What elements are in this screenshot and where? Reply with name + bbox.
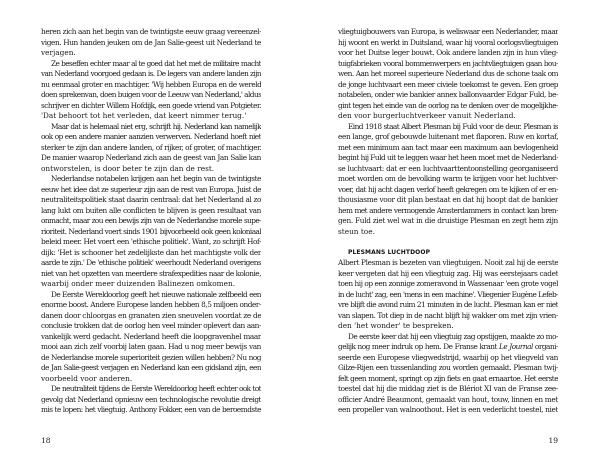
text-line: danen door chloorgas en granaten zien sneuvelen voordat ze de <box>41 310 261 320</box>
page-number-left: 18 <box>41 436 51 445</box>
text-line: neutraliteitspolitiek staat daarin centraal: dat het Nederland al zo <box>41 195 261 204</box>
text-line: Ze beseffen echter maar al te goed dat het met de militaire macht <box>51 58 261 68</box>
text-line: voer, dat hij acht dagen verlof heeft gekregen om te kijken of er en- <box>338 184 558 194</box>
text-line: hij woont en werkt in Duitsland, waar hij vooral oorlogsvliegtuigen <box>338 37 558 47</box>
text-line: officier André Beaumont, gemaakt van hout, touw, linnen en met <box>338 394 558 404</box>
text-line: Albert Plesman is bezeten van vliegtuigen. Nooit zal hij de eerste <box>338 258 558 267</box>
text-line: eeuw het idee dat ze superieur zijn aan de rest van Europa. Juist de <box>41 184 261 194</box>
text-line: notabelen, onder wie bankier annex ballonvaarder Edgar Fuld, be- <box>338 90 558 99</box>
text-line: thousiasme voor dit plan bestaat en dat hij hoopt dat de bankier <box>338 195 558 204</box>
text-line: de Nederlandse morele superioriteit gezien willen hebben? Nu nog <box>41 352 261 362</box>
text-line: schrijver en dichter Willem Hofdijk, een goede vriend van Potgieter. <box>41 100 261 110</box>
text-line: hem met andere vermogende Amsterdammers in contact kan bren- <box>338 205 558 215</box>
text-line: lang lukt om buiten alle conflicten te blijven is geen resultaat van <box>41 205 261 215</box>
text-line: steun toe. <box>338 226 375 236</box>
text-line: waarbij onder meer duizenden Balinezen omkomen. <box>41 279 236 288</box>
text-line: van Nederland voorgoed gedaan is. De legers van andere landen zijn <box>41 69 261 78</box>
text-line: den 'het wonder' te bespreken. <box>338 321 454 330</box>
text-line: mis te lopen: het vliegtuig. Anthony Fokker, een van de beroemdste <box>41 405 261 414</box>
text-line: een propeller van walnoothout. Het is een vederlicht toestel, niet <box>338 405 558 414</box>
text-line: van slapen. Tot diep in de nacht blijft hij wakker om met zijn vrien- <box>338 310 558 320</box>
left-page-text-column <box>41 27 261 416</box>
right-page-text-after-heading <box>338 258 558 416</box>
text-line: dijk: 'Het is schooner het zedelijkste dan het machtigste volk der <box>41 247 261 257</box>
text-line: nu eenmaal groter en machtiger. 'Wij hebben Europa en de wereld <box>41 79 261 89</box>
text-line: heren zich aan het begin van de twintigste eeuw graag vereenzel- <box>41 27 261 36</box>
text-line: se luchtvaart: dat er een luchtvaarttentoonstelling georganiseerd <box>338 163 558 173</box>
text-line: enorme boost. Andere Europese landen hebben 8,5 miljoen onder- <box>41 300 261 309</box>
text-line: gevolg dat Nederland opnieuw een technologische revolutie dreigt <box>41 394 261 404</box>
text-line: De eerste keer dat hij een vliegtuig zag opstijgen, maakte zo mo- <box>348 331 558 341</box>
text-line: Maar dat is helemaal niet erg, schrijft hij. Nederland kan namelijk <box>51 121 261 131</box>
text-line: beleid meer. Het voert een 'ethische politiek'. Want, zo schrijft Hof- <box>41 237 261 246</box>
text-line: vliegtuigbouwers van Europa, is weliswaar een Nederlander, maar <box>338 27 558 36</box>
text-line: doen sprekenvan, doen buigen voor de Leeuw van Nederland,' aldus <box>41 90 261 99</box>
text-line: de Jan Salie-geest verjagen en Nederland kan een gidsland zijn, een <box>41 363 261 372</box>
text-line: Nederlandse notabelen krijgen aan het begin van de twintigste <box>51 174 261 183</box>
text-line: den voor burgerluchtverkeer vanuit Nederland. <box>338 111 516 120</box>
text-line: begint hij Fuld uit te leggen waar het heen moet met de Nederland- <box>338 153 558 162</box>
text-line: gint tegen het einde van de oorlog na te denken over de mogelijkhe- <box>338 100 558 110</box>
text-line: conclusie trokken dat de oorlog hen veel minder oplevert dan aan- <box>41 321 261 330</box>
right-page-text-before-heading <box>338 27 558 237</box>
text-line: wen. Aan het moreel superieure Nederland dus de schone taak om <box>338 69 558 78</box>
section-heading: PLESMANS LUCHTDOOP <box>348 248 431 256</box>
text-line: vre blijft die avond ruim 21 minuten in de lucht. Plesman kan er niet <box>338 300 558 309</box>
text-line: gelijk nog meer indruk op hem. De Franse krant Le Journal organi- <box>338 342 558 351</box>
text-line: een lange, grof gebouwde luitenant met flaporen. Ruw en kortaf, <box>338 132 558 141</box>
page-number-right: 19 <box>548 436 558 445</box>
text-line: vigen. Hun handen jeuken om de Jan Salie-geest uit Nederland te <box>41 37 261 47</box>
text-line: 'Dat behoort tot het verleden, dat keert nimmer terug.' <box>41 111 247 120</box>
text-line: Eind 1918 staat Albert Plesman bij Fuld voor de deur. Plesman is <box>348 121 558 131</box>
text-line: vankelijk werd gedacht. Nederland heeft die loopgravenhel maar <box>41 331 261 341</box>
text-line: De Eerste Wereldoorlog geeft het nieuwe nationale zelfbeeld een <box>51 289 261 299</box>
right-page <box>300 0 600 461</box>
text-line: gen. Fuld ziet wel wat in die druistige Plesman en zegt hem zijn <box>338 216 558 225</box>
text-line: niet van het opzetten van meerdere strafexpedities naar de kolonie, <box>41 268 261 278</box>
text-line: met een minimum aan tact maar een maximum aan bevlogenheid <box>338 142 558 152</box>
text-line: in de lucht' zag, een 'mens in een machine'. Vliegenier Eugène Lefeb- <box>338 289 558 299</box>
text-line: de jonge luchtvaart een meer civiele toekomst te geven. Een groep <box>338 79 558 89</box>
text-line: ook op een andere manier aanzien verwerven. Nederland hoeft niet <box>41 132 261 141</box>
text-line: verjagen. <box>41 48 76 57</box>
text-line: De neutraliteit tijdens de Eerste Wereldoorlog heeft echter ook tot <box>51 384 261 393</box>
text-line: keer vergeten dat hij een vliegtuig zag. Hij was eerstejaars cadet <box>338 268 558 278</box>
text-line: toen hij op een zonnige zomeravond in Wassenaar 'een grote vogel <box>338 279 558 288</box>
text-line: tuigfabrieken vooral bommenwerpers en jachtvliegtuigen gaan bou- <box>338 58 558 68</box>
text-line: aarde te zijn.' De 'ethische politiek' weerhoudt Nederland overigens <box>41 258 261 267</box>
text-line: felt geen moment, springt op zijn fiets en gaat ernaartoe. Het eerste <box>338 373 558 383</box>
text-line: De manier waarop Nederland zich aan de geest van Jan Salie kan <box>41 153 261 162</box>
text-line: voor het Duitse leger bouwt. Ook andere landen zijn in hun vlieg- <box>338 48 558 57</box>
text-line: seerde een Europese vliegwedstrijd, waarbij op het vliegveld van <box>338 352 558 362</box>
text-line: toestel dat hij die middag ziet is de Blériot XI van de Franse zee- <box>338 384 558 393</box>
text-line: moet worden om de bevolking warm te krijgen voor het luchtver- <box>338 174 558 183</box>
text-line: rioriteit. Nederland voert sinds 1901 bijvoorbeeld ook geen koloniaal <box>41 226 261 236</box>
newspaper-title: Le Journal <box>499 342 533 351</box>
right-page-text-column <box>338 27 558 416</box>
text-line: onmacht, maar zou een bewijs zijn van de Nederlandse morele supe- <box>41 216 261 225</box>
text-line: Gilze-Rijen een tussenlanding zou worden gemaakt. Plesman twij- <box>338 363 558 372</box>
text-line: mooi aan zich zelf voorbij laten gaan. Had u nog meer bewijs van <box>41 342 261 351</box>
text-line: sterker te zijn dan andere landen, of rijker, of groter, of machtiger. <box>41 142 261 152</box>
text-line: voorbeeld voor anderen. <box>41 373 133 383</box>
text-line: ontworstelen, is door beter te zijn dan de rest. <box>41 163 215 173</box>
